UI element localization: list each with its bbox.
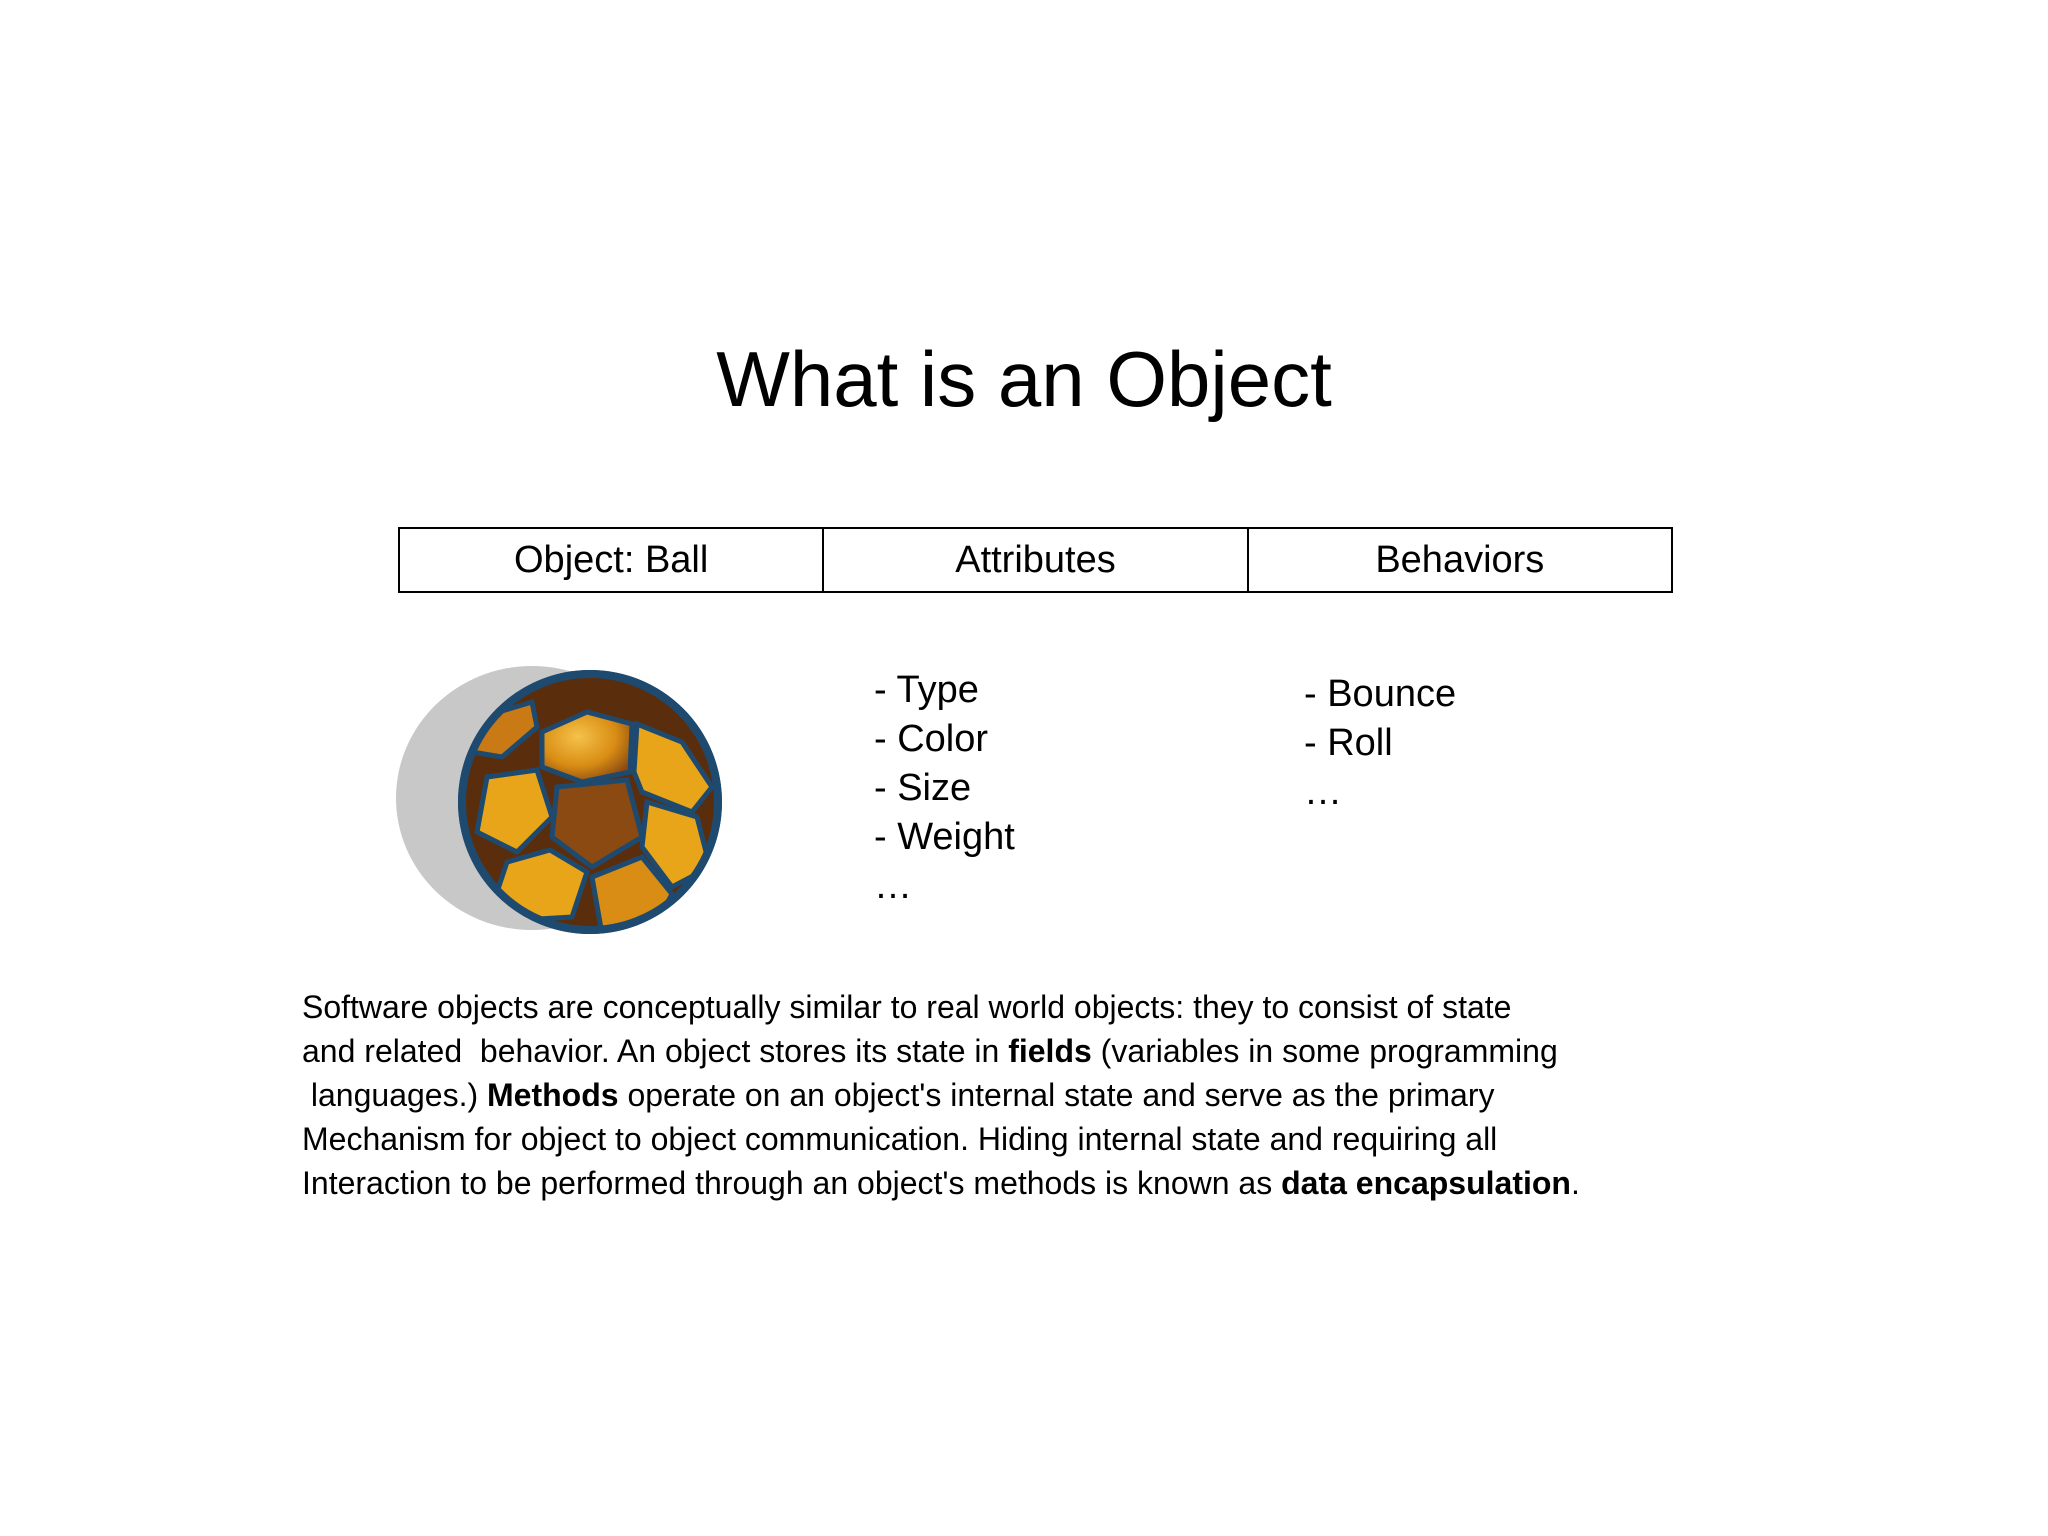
attribute-weight: - Weight <box>874 816 1015 858</box>
description-paragraph <box>302 985 1782 1205</box>
behavior-ellipsis: … <box>1304 771 1342 813</box>
header-table <box>398 527 1673 593</box>
header-attributes: Attributes <box>823 528 1247 592</box>
header-object-ball: Object: Ball <box>399 528 823 592</box>
attribute-ellipsis: … <box>874 865 912 907</box>
soccer-ball-icon <box>392 662 732 942</box>
description-line: Software objects are conceptually similar to real world objects: they to consist of state <box>302 989 1512 1025</box>
behaviors-list <box>1304 670 1456 817</box>
term-methods: Methods <box>487 1077 619 1113</box>
description-line: Mechanism for object to object communication. Hiding internal state and requiring all <box>302 1121 1498 1157</box>
attributes-list <box>874 666 1015 911</box>
attribute-size: - Size <box>874 767 972 809</box>
term-data-encapsulation: data encapsulation <box>1281 1165 1571 1201</box>
description-line: Interaction to be performed through an object's methods is known as data encapsulation. <box>302 1165 1580 1201</box>
description-line: languages.) Methods operate on an object's internal state and serve as the primary <box>302 1077 1495 1113</box>
description-line: and related behavior. An object stores its state in fields (variables in some programming <box>302 1033 1558 1069</box>
slide-title: What is an Object <box>716 335 1332 423</box>
header-behaviors: Behaviors <box>1248 528 1672 592</box>
attribute-type: - Type <box>874 669 979 711</box>
behavior-bounce: - Bounce <box>1304 673 1457 715</box>
term-fields: fields <box>1008 1033 1092 1069</box>
attribute-color: - Color <box>874 718 989 760</box>
behavior-roll: - Roll <box>1304 722 1393 764</box>
